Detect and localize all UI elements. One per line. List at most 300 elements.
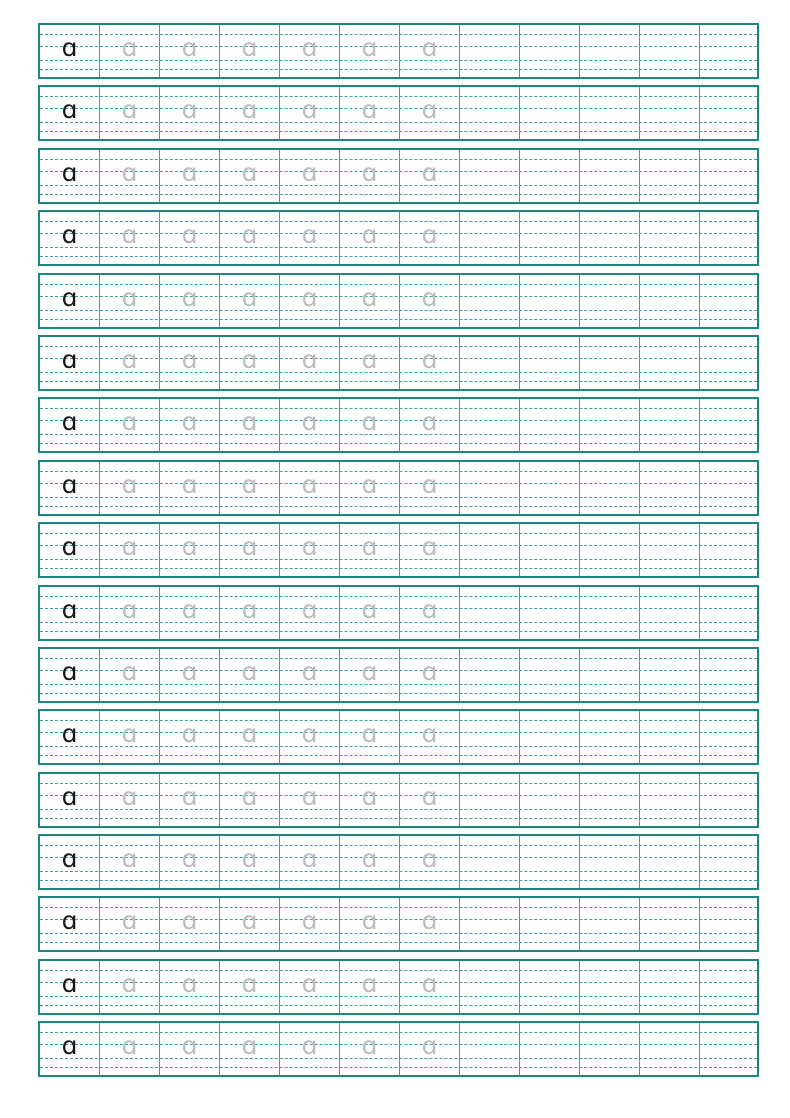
row-cells bbox=[40, 87, 757, 139]
blank-writing-cell bbox=[520, 337, 580, 389]
trace-letter: ɑ bbox=[361, 282, 378, 312]
trace-letter: ɑ bbox=[421, 33, 438, 62]
trace-letter: ɑ bbox=[421, 906, 438, 936]
practice-row bbox=[38, 709, 759, 765]
trace-cell bbox=[100, 462, 160, 514]
model-cell bbox=[40, 150, 100, 202]
trace-cell bbox=[340, 836, 400, 888]
row-cells bbox=[40, 25, 757, 77]
trace-cell bbox=[160, 774, 220, 826]
trace-letter: ɑ bbox=[301, 282, 318, 312]
trace-cell bbox=[280, 649, 340, 701]
blank-writing-cell bbox=[520, 150, 580, 202]
row-cells bbox=[40, 836, 757, 888]
trace-letter: ɑ bbox=[181, 469, 198, 499]
trace-cell bbox=[160, 587, 220, 639]
blank-writing-cell bbox=[700, 399, 757, 451]
blank-writing-cell bbox=[700, 1023, 757, 1075]
blank-writing-cell bbox=[520, 462, 580, 514]
trace-cell bbox=[100, 25, 160, 77]
blank-writing-cell bbox=[580, 399, 640, 451]
trace-cell bbox=[160, 711, 220, 763]
trace-letter: ɑ bbox=[301, 594, 318, 624]
model-cell bbox=[40, 961, 100, 1013]
trace-cell bbox=[280, 587, 340, 639]
trace-letter: ɑ bbox=[421, 407, 438, 437]
blank-writing-cell bbox=[520, 961, 580, 1013]
blank-writing-cell bbox=[520, 87, 580, 139]
trace-cell bbox=[400, 774, 460, 826]
blank-writing-cell bbox=[700, 337, 757, 389]
trace-letter: ɑ bbox=[121, 968, 138, 998]
practice-row bbox=[38, 397, 759, 453]
trace-cell bbox=[160, 836, 220, 888]
blank-writing-cell bbox=[700, 836, 757, 888]
trace-cell bbox=[400, 337, 460, 389]
trace-letter: ɑ bbox=[241, 906, 258, 936]
trace-cell bbox=[100, 275, 160, 327]
trace-letter: ɑ bbox=[301, 968, 318, 998]
trace-cell bbox=[340, 587, 400, 639]
model-letter: ɑ bbox=[61, 844, 78, 874]
trace-cell bbox=[160, 649, 220, 701]
blank-writing-cell bbox=[460, 212, 520, 264]
model-cell bbox=[40, 649, 100, 701]
trace-cell bbox=[100, 649, 160, 701]
model-cell bbox=[40, 399, 100, 451]
trace-cell bbox=[280, 399, 340, 451]
trace-letter: ɑ bbox=[361, 844, 378, 874]
model-letter: ɑ bbox=[61, 407, 78, 437]
blank-writing-cell bbox=[580, 462, 640, 514]
blank-writing-cell bbox=[460, 25, 520, 77]
trace-letter: ɑ bbox=[301, 469, 318, 499]
blank-writing-cell bbox=[700, 275, 757, 327]
model-letter: ɑ bbox=[61, 968, 78, 998]
model-letter: ɑ bbox=[61, 532, 78, 562]
trace-letter: ɑ bbox=[121, 906, 138, 936]
blank-writing-cell bbox=[700, 711, 757, 763]
row-cells bbox=[40, 212, 757, 264]
trace-letter: ɑ bbox=[301, 719, 318, 749]
trace-cell bbox=[400, 150, 460, 202]
trace-letter: ɑ bbox=[121, 594, 138, 624]
model-cell bbox=[40, 25, 100, 77]
blank-writing-cell bbox=[640, 1023, 700, 1075]
trace-cell bbox=[280, 337, 340, 389]
trace-cell bbox=[220, 836, 280, 888]
trace-letter: ɑ bbox=[301, 1031, 318, 1061]
blank-writing-cell bbox=[700, 587, 757, 639]
trace-cell bbox=[400, 836, 460, 888]
trace-letter: ɑ bbox=[301, 344, 318, 374]
practice-row bbox=[38, 273, 759, 329]
blank-writing-cell bbox=[640, 649, 700, 701]
blank-writing-cell bbox=[700, 150, 757, 202]
trace-letter: ɑ bbox=[361, 532, 378, 562]
model-letter: ɑ bbox=[61, 33, 78, 62]
trace-cell bbox=[340, 649, 400, 701]
blank-writing-cell bbox=[460, 275, 520, 327]
blank-writing-cell bbox=[640, 150, 700, 202]
blank-writing-cell bbox=[520, 836, 580, 888]
trace-cell bbox=[220, 25, 280, 77]
trace-cell bbox=[340, 898, 400, 950]
blank-writing-cell bbox=[640, 275, 700, 327]
trace-letter: ɑ bbox=[301, 157, 318, 187]
blank-writing-cell bbox=[640, 836, 700, 888]
trace-cell bbox=[160, 462, 220, 514]
practice-row bbox=[38, 896, 759, 952]
trace-cell bbox=[280, 961, 340, 1013]
blank-writing-cell bbox=[580, 212, 640, 264]
trace-cell bbox=[100, 87, 160, 139]
model-letter: ɑ bbox=[61, 719, 78, 749]
practice-row bbox=[38, 959, 759, 1015]
blank-writing-cell bbox=[580, 1023, 640, 1075]
blank-writing-cell bbox=[460, 399, 520, 451]
trace-cell bbox=[160, 399, 220, 451]
row-cells bbox=[40, 961, 757, 1013]
blank-writing-cell bbox=[580, 337, 640, 389]
trace-letter: ɑ bbox=[361, 781, 378, 811]
trace-cell bbox=[400, 898, 460, 950]
blank-writing-cell bbox=[700, 462, 757, 514]
blank-writing-cell bbox=[460, 774, 520, 826]
trace-letter: ɑ bbox=[121, 407, 138, 437]
trace-letter: ɑ bbox=[421, 157, 438, 187]
trace-cell bbox=[160, 337, 220, 389]
trace-letter: ɑ bbox=[121, 781, 138, 811]
blank-writing-cell bbox=[460, 150, 520, 202]
model-letter: ɑ bbox=[61, 469, 78, 499]
model-letter: ɑ bbox=[61, 594, 78, 624]
practice-row bbox=[38, 210, 759, 266]
trace-cell bbox=[160, 524, 220, 576]
trace-letter: ɑ bbox=[121, 95, 138, 125]
trace-letter: ɑ bbox=[121, 719, 138, 749]
blank-writing-cell bbox=[580, 649, 640, 701]
trace-cell bbox=[340, 337, 400, 389]
model-letter: ɑ bbox=[61, 95, 78, 125]
model-cell bbox=[40, 275, 100, 327]
model-letter: ɑ bbox=[61, 344, 78, 374]
model-cell bbox=[40, 462, 100, 514]
blank-writing-cell bbox=[520, 711, 580, 763]
trace-letter: ɑ bbox=[421, 781, 438, 811]
row-cells bbox=[40, 649, 757, 701]
practice-row bbox=[38, 85, 759, 141]
practice-row bbox=[38, 23, 759, 79]
model-letter: ɑ bbox=[61, 157, 78, 187]
trace-cell bbox=[160, 150, 220, 202]
trace-cell bbox=[100, 961, 160, 1013]
trace-cell bbox=[340, 774, 400, 826]
trace-cell bbox=[100, 1023, 160, 1075]
trace-cell bbox=[220, 711, 280, 763]
trace-cell bbox=[400, 399, 460, 451]
trace-cell bbox=[160, 25, 220, 77]
trace-letter: ɑ bbox=[301, 407, 318, 437]
trace-cell bbox=[100, 587, 160, 639]
trace-letter: ɑ bbox=[301, 95, 318, 125]
practice-row bbox=[38, 647, 759, 703]
trace-letter: ɑ bbox=[361, 968, 378, 998]
trace-cell bbox=[280, 212, 340, 264]
trace-cell bbox=[400, 275, 460, 327]
trace-letter: ɑ bbox=[121, 469, 138, 499]
blank-writing-cell bbox=[700, 524, 757, 576]
trace-cell bbox=[340, 275, 400, 327]
model-cell bbox=[40, 774, 100, 826]
blank-writing-cell bbox=[640, 212, 700, 264]
trace-letter: ɑ bbox=[421, 656, 438, 686]
blank-writing-cell bbox=[520, 774, 580, 826]
trace-cell bbox=[340, 462, 400, 514]
trace-letter: ɑ bbox=[361, 95, 378, 125]
trace-letter: ɑ bbox=[181, 906, 198, 936]
trace-cell bbox=[280, 150, 340, 202]
trace-cell bbox=[160, 212, 220, 264]
blank-writing-cell bbox=[460, 961, 520, 1013]
trace-letter: ɑ bbox=[301, 781, 318, 811]
trace-cell bbox=[340, 212, 400, 264]
blank-writing-cell bbox=[460, 836, 520, 888]
trace-cell bbox=[280, 275, 340, 327]
trace-cell bbox=[400, 587, 460, 639]
trace-cell bbox=[280, 87, 340, 139]
blank-writing-cell bbox=[460, 462, 520, 514]
model-letter: ɑ bbox=[61, 282, 78, 312]
trace-letter: ɑ bbox=[241, 968, 258, 998]
trace-letter: ɑ bbox=[361, 594, 378, 624]
blank-writing-cell bbox=[580, 587, 640, 639]
trace-letter: ɑ bbox=[121, 656, 138, 686]
trace-letter: ɑ bbox=[361, 407, 378, 437]
trace-letter: ɑ bbox=[361, 157, 378, 187]
trace-letter: ɑ bbox=[181, 157, 198, 187]
trace-letter: ɑ bbox=[181, 220, 198, 250]
blank-writing-cell bbox=[700, 961, 757, 1013]
trace-cell bbox=[400, 524, 460, 576]
trace-cell bbox=[220, 898, 280, 950]
trace-letter: ɑ bbox=[181, 1031, 198, 1061]
trace-letter: ɑ bbox=[121, 157, 138, 187]
trace-letter: ɑ bbox=[241, 656, 258, 686]
trace-cell bbox=[400, 649, 460, 701]
row-cells bbox=[40, 774, 757, 826]
trace-cell bbox=[340, 961, 400, 1013]
blank-writing-cell bbox=[700, 87, 757, 139]
row-cells bbox=[40, 150, 757, 202]
trace-letter: ɑ bbox=[181, 594, 198, 624]
trace-letter: ɑ bbox=[421, 1031, 438, 1061]
trace-cell bbox=[400, 462, 460, 514]
blank-writing-cell bbox=[520, 1023, 580, 1075]
trace-letter: ɑ bbox=[421, 719, 438, 749]
trace-letter: ɑ bbox=[241, 719, 258, 749]
trace-letter: ɑ bbox=[361, 719, 378, 749]
trace-letter: ɑ bbox=[241, 1031, 258, 1061]
row-cells bbox=[40, 399, 757, 451]
trace-letter: ɑ bbox=[241, 95, 258, 125]
blank-writing-cell bbox=[640, 711, 700, 763]
handwriting-worksheet bbox=[38, 23, 759, 1084]
trace-cell bbox=[340, 25, 400, 77]
trace-letter: ɑ bbox=[121, 844, 138, 874]
model-cell bbox=[40, 337, 100, 389]
model-letter: ɑ bbox=[61, 1031, 78, 1061]
model-cell bbox=[40, 212, 100, 264]
blank-writing-cell bbox=[460, 1023, 520, 1075]
blank-writing-cell bbox=[460, 649, 520, 701]
row-cells bbox=[40, 587, 757, 639]
trace-letter: ɑ bbox=[301, 33, 318, 62]
practice-row bbox=[38, 585, 759, 641]
trace-letter: ɑ bbox=[121, 344, 138, 374]
trace-letter: ɑ bbox=[241, 157, 258, 187]
trace-letter: ɑ bbox=[241, 844, 258, 874]
trace-cell bbox=[280, 25, 340, 77]
trace-letter: ɑ bbox=[181, 33, 198, 62]
practice-row bbox=[38, 460, 759, 516]
trace-cell bbox=[220, 212, 280, 264]
trace-letter: ɑ bbox=[421, 469, 438, 499]
trace-letter: ɑ bbox=[241, 594, 258, 624]
blank-writing-cell bbox=[700, 212, 757, 264]
blank-writing-cell bbox=[580, 25, 640, 77]
blank-writing-cell bbox=[580, 774, 640, 826]
row-cells bbox=[40, 275, 757, 327]
model-cell bbox=[40, 1023, 100, 1075]
trace-letter: ɑ bbox=[361, 656, 378, 686]
blank-writing-cell bbox=[640, 774, 700, 826]
row-cells bbox=[40, 711, 757, 763]
trace-letter: ɑ bbox=[181, 95, 198, 125]
blank-writing-cell bbox=[580, 961, 640, 1013]
trace-cell bbox=[280, 1023, 340, 1075]
trace-cell bbox=[100, 337, 160, 389]
trace-cell bbox=[220, 399, 280, 451]
trace-letter: ɑ bbox=[421, 532, 438, 562]
trace-letter: ɑ bbox=[421, 968, 438, 998]
blank-writing-cell bbox=[460, 711, 520, 763]
row-cells bbox=[40, 524, 757, 576]
trace-letter: ɑ bbox=[241, 781, 258, 811]
trace-cell bbox=[220, 275, 280, 327]
model-cell bbox=[40, 587, 100, 639]
trace-letter: ɑ bbox=[181, 407, 198, 437]
blank-writing-cell bbox=[580, 524, 640, 576]
blank-writing-cell bbox=[580, 87, 640, 139]
trace-cell bbox=[160, 87, 220, 139]
trace-letter: ɑ bbox=[421, 282, 438, 312]
blank-writing-cell bbox=[460, 587, 520, 639]
trace-cell bbox=[100, 836, 160, 888]
blank-writing-cell bbox=[460, 87, 520, 139]
trace-letter: ɑ bbox=[181, 719, 198, 749]
trace-cell bbox=[400, 212, 460, 264]
blank-writing-cell bbox=[580, 150, 640, 202]
trace-cell bbox=[280, 462, 340, 514]
trace-letter: ɑ bbox=[121, 33, 138, 62]
practice-row bbox=[38, 772, 759, 828]
model-cell bbox=[40, 87, 100, 139]
trace-letter: ɑ bbox=[121, 220, 138, 250]
trace-cell bbox=[160, 275, 220, 327]
trace-cell bbox=[400, 1023, 460, 1075]
trace-cell bbox=[220, 961, 280, 1013]
trace-letter: ɑ bbox=[241, 220, 258, 250]
model-cell bbox=[40, 898, 100, 950]
blank-writing-cell bbox=[640, 961, 700, 1013]
trace-cell bbox=[100, 774, 160, 826]
blank-writing-cell bbox=[520, 25, 580, 77]
trace-letter: ɑ bbox=[121, 1031, 138, 1061]
trace-letter: ɑ bbox=[421, 95, 438, 125]
blank-writing-cell bbox=[520, 898, 580, 950]
model-letter: ɑ bbox=[61, 656, 78, 686]
trace-letter: ɑ bbox=[181, 844, 198, 874]
trace-letter: ɑ bbox=[301, 656, 318, 686]
blank-writing-cell bbox=[520, 587, 580, 639]
row-cells bbox=[40, 337, 757, 389]
practice-row bbox=[38, 148, 759, 204]
trace-letter: ɑ bbox=[181, 781, 198, 811]
trace-cell bbox=[340, 150, 400, 202]
trace-cell bbox=[220, 337, 280, 389]
blank-writing-cell bbox=[640, 898, 700, 950]
trace-letter: ɑ bbox=[181, 656, 198, 686]
blank-writing-cell bbox=[700, 898, 757, 950]
blank-writing-cell bbox=[640, 462, 700, 514]
practice-row bbox=[38, 1021, 759, 1077]
trace-cell bbox=[340, 399, 400, 451]
trace-cell bbox=[280, 836, 340, 888]
trace-letter: ɑ bbox=[361, 220, 378, 250]
trace-letter: ɑ bbox=[181, 532, 198, 562]
model-letter: ɑ bbox=[61, 781, 78, 811]
trace-letter: ɑ bbox=[241, 532, 258, 562]
model-letter: ɑ bbox=[61, 220, 78, 250]
trace-letter: ɑ bbox=[301, 844, 318, 874]
trace-letter: ɑ bbox=[421, 344, 438, 374]
trace-letter: ɑ bbox=[421, 220, 438, 250]
trace-letter: ɑ bbox=[361, 344, 378, 374]
trace-cell bbox=[280, 898, 340, 950]
blank-writing-cell bbox=[640, 587, 700, 639]
trace-cell bbox=[400, 961, 460, 1013]
trace-cell bbox=[100, 150, 160, 202]
trace-letter: ɑ bbox=[241, 33, 258, 62]
row-cells bbox=[40, 462, 757, 514]
trace-cell bbox=[280, 774, 340, 826]
blank-writing-cell bbox=[640, 25, 700, 77]
blank-writing-cell bbox=[520, 524, 580, 576]
model-cell bbox=[40, 524, 100, 576]
trace-letter: ɑ bbox=[361, 1031, 378, 1061]
trace-cell bbox=[340, 524, 400, 576]
trace-cell bbox=[340, 87, 400, 139]
trace-cell bbox=[220, 150, 280, 202]
trace-letter: ɑ bbox=[241, 469, 258, 499]
blank-writing-cell bbox=[520, 649, 580, 701]
trace-letter: ɑ bbox=[421, 594, 438, 624]
blank-writing-cell bbox=[460, 524, 520, 576]
model-letter: ɑ bbox=[61, 906, 78, 936]
blank-writing-cell bbox=[460, 337, 520, 389]
trace-letter: ɑ bbox=[241, 282, 258, 312]
